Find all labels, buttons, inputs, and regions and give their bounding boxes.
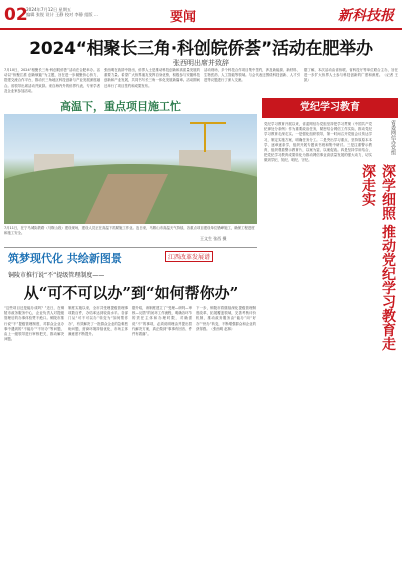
sidebar <box>262 98 398 566</box>
grassroots-col-1: “这些项目还是能办成吗？”近日，在铜陵市政务服务中心，企业负责人对提级管理后的办事体验赞不绝口。铜陵市推行说“不”提级管理制度，对群众企业办事中遇到的“不能办”“不好办”等问题，由上一级领导进行审核把关，推动解决问题。 <box>4 306 64 342</box>
photo-credit: 王文生 张西 摄 <box>200 236 227 241</box>
main-article-col-1: 7月10日，2024“相聚长三角·科创皖侨荟”活动在合肥举办。活动以“侨聚江淮 创新赋能”为主题，旨在进一步凝聚侨心侨力，搭建交流合作平台，推动长三角地区科技创新与产业发展深度融合。省领导出席活动并致辞。来自海内外的侨界代表、专家学者及企业家参加活动。 <box>4 68 100 93</box>
main-headline: 2024“相聚长三角·科创皖侨荟”活动在肥举办 <box>29 39 373 59</box>
sidebar-banner: 党纪学习教育 <box>262 98 398 118</box>
grassroots-tag: 江西改革发展谱 <box>165 251 213 262</box>
sidebar-headline: 深学细照 推动党纪学习教育走深走实 <box>360 164 396 351</box>
masthead-logo: 新科技报 <box>338 8 394 24</box>
news-photo <box>4 114 257 224</box>
grassroots-col-4: 下一步，铜陵市将继续深化提级管理制度改革，拓展覆盖领域，完善考核评价机制，推动政务服务由“能办”向“好办”“快办”转变，不断增强群众和企业的获得感。（张西明 赵林） <box>196 306 256 331</box>
sidebar-body: 党纪学习教育开展以来，省委网信办党组坚持把学习贯彻《中国共产党纪律处分条例》作为重要政治任务，紧密结合网信工作实际，推动党纪学习教育走深走实。一是强化组织领导，第一时间召开党组会议传达学习，制定实施方案，明确任务分工。二是突出学习重点，坚持原原本本学、逐章逐条学，组织开展专题读书班和集中研讨。三是注重警示教育，组织观看警示教育片，以案为鉴、以案促改。四是坚持学用结合，把党纪学习教育成果转化为推动网信事业高质量发展的强大动力，切实做到学纪、知纪、明纪、守纪。 <box>264 122 372 163</box>
photo-title: 高温下，重点项目施工忙 <box>60 100 181 113</box>
main-article-col-2: 张西明在致辞中指出，侨界人士是推动科技创新和高质量发展的重要力量。希望广大侨界朋友发挥自身优势，积极参与安徽科技创新和产业发展，共同书写长三角一体化发展新篇章。活动期间还举行了项目签约和成果发布。 <box>104 68 200 88</box>
photo-caption: 7月11日，在宁马城际铁路（马鞍山段）建设现场，建设人员正在高温下抓紧施工作业。连日来，马鞍山市高温天气持续，各重点项目建设单位错峰施工，确保工程进度和施工安全。 <box>4 226 255 235</box>
main-article-col-3: 活动现场，多个科技合作项目集中签约，涉及新能源、新材料、生物医药、人工智能等领域。与会代表还围绕科技创新、人才引进等议题进行了深入交流。 <box>204 68 300 83</box>
issue-editors: 编辑 张锐 设计 王静 校对 李静 组版 ... <box>26 12 98 17</box>
section-divider <box>4 247 257 248</box>
photo-crane-arm <box>190 122 226 124</box>
page-number: 02 <box>4 5 28 25</box>
sidebar-subtitle: 省委网信办党组 <box>390 120 396 155</box>
grassroots-banner: 筑梦现代化 共绘新图景 <box>8 252 122 265</box>
grassroots-col-3: 据介绍，该制度建立了“受理—研判—审核—反馈”的闭环工作流程，明确各环节的责任主体和办理时限，对确需说“不”的事项，必须说明理由并提出替代解决方案，真正做到“事事有回音、件件有着落”。 <box>132 306 192 337</box>
main-article-col-4: 据了解，本次活动由省侨联、省科技厅等单位联合主办，旨在进一步扩大侨界人士参与科技创新的广度和深度。（记者 王凯） <box>304 68 398 83</box>
photo-crane <box>204 122 206 152</box>
grassroots-kicker: 铜陵市推行说“不”提级管理制度—— <box>8 272 105 279</box>
section-title: 要闻 <box>170 10 197 25</box>
grassroots-subhead: 从“可不可以办”到“如何帮你办” <box>23 284 239 302</box>
main-byline: 张西明出席并致辞 <box>173 59 229 67</box>
issue-meta <box>26 7 98 17</box>
grassroots-col-2: 制度实施以来，全市共受理提级管理事项数百件，办结率达到较高水平。各部门从“可不可以办”转变为“如何帮你办”，有效解决了一批群众企业的急难愁盼问题，营商环境持续优化，市场主体满意度不断提升。 <box>68 306 128 337</box>
page-header <box>0 0 402 30</box>
issue-date: 2024年7月12日 星期五 <box>26 7 72 12</box>
